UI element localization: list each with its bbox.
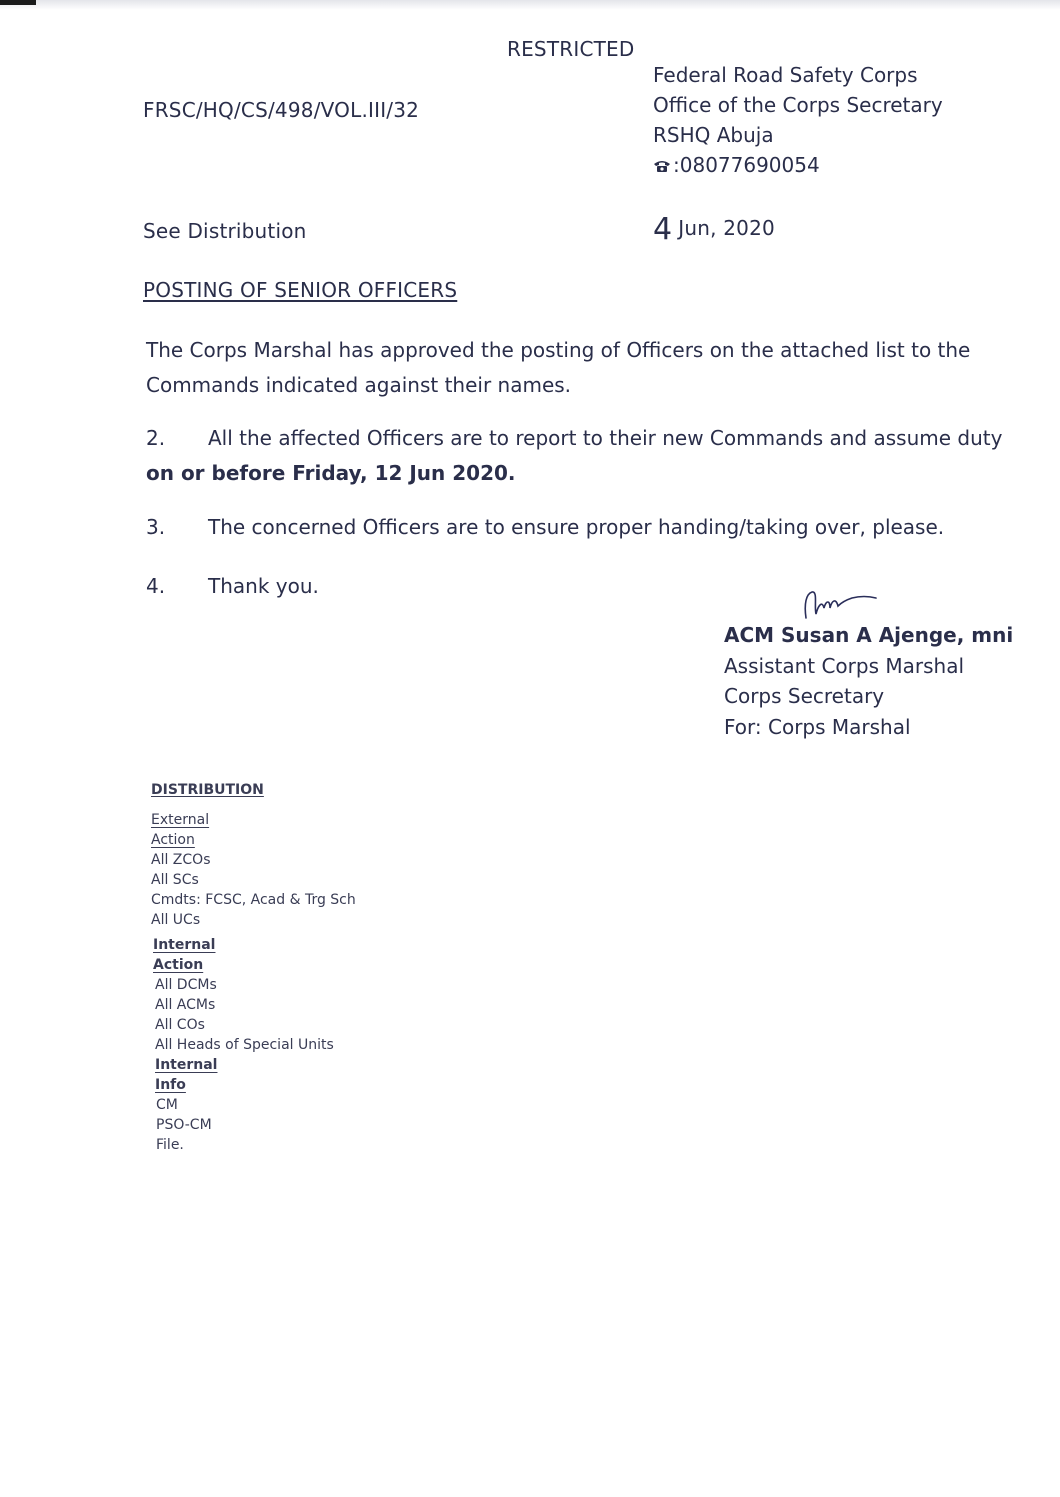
signature-block xyxy=(724,620,1013,742)
paragraph-2 xyxy=(146,421,1002,491)
internal-action-label: Action xyxy=(153,957,204,973)
paragraph-3 xyxy=(146,510,944,545)
info-label: Info xyxy=(155,1077,186,1093)
external-action-label: Action xyxy=(151,832,195,848)
internal-info-label: Internal xyxy=(155,1057,218,1073)
paragraph-1 xyxy=(146,333,970,403)
paragraph-4-text: Thank you. xyxy=(208,574,319,598)
internal-item: All COs xyxy=(155,1017,205,1033)
classification-label: RESTRICTED xyxy=(507,37,635,61)
letter-date xyxy=(653,208,775,247)
subject-heading: POSTING OF SENIOR OFFICERS xyxy=(143,278,458,302)
paragraph-1-line-2: Commands indicated against their names. xyxy=(146,373,572,397)
sender-address xyxy=(653,60,943,180)
paragraph-2-line-1: All the affected Officers are to report to their new Commands and assume duty xyxy=(208,426,1003,450)
internal-label: Internal xyxy=(153,937,216,953)
signatory-rank: Assistant Corps Marshal xyxy=(724,653,965,678)
address-phone xyxy=(653,150,943,180)
signatory-for: For: Corps Marshal xyxy=(724,714,911,739)
external-label: External xyxy=(151,812,210,828)
recipient-line: See Distribution xyxy=(143,219,307,243)
telephone-icon xyxy=(653,159,671,173)
internal-item: All Heads of Special Units xyxy=(155,1037,334,1053)
signatory-name: ACM Susan A Ajenge, mni xyxy=(724,623,1014,647)
date-day-handwritten: 4 xyxy=(653,212,673,247)
external-item: All UCs xyxy=(151,912,201,928)
phone-number: :08077690054 xyxy=(673,153,820,177)
internal-item: All DCMs xyxy=(155,977,217,993)
info-item: CM xyxy=(156,1097,178,1113)
external-item: All ZCOs xyxy=(151,852,211,868)
info-item: File. xyxy=(156,1137,184,1153)
paragraph-4-number: 4. xyxy=(146,574,166,598)
address-line-2: Office of the Corps Secretary xyxy=(653,93,943,117)
external-item: All SCs xyxy=(151,872,199,888)
paragraph-1-line-1: The Corps Marshal has approved the posting of Officers on the attached list to the xyxy=(146,338,971,362)
signatory-title: Corps Secretary xyxy=(724,684,885,708)
paragraph-2-line-2: on or before Friday, 12 Jun 2020. xyxy=(146,461,516,485)
paragraph-3-number: 3. xyxy=(146,515,166,539)
scan-edge xyxy=(0,0,1060,10)
address-line-3: RSHQ Abuja xyxy=(653,123,774,147)
paragraph-3-text: The concerned Officers are to ensure proper handing/taking over, please. xyxy=(208,515,945,539)
distribution-title: DISTRIBUTION xyxy=(151,782,264,798)
reference-number: FRSC/HQ/CS/498/VOL.III/32 xyxy=(143,98,420,122)
paragraph-2-number: 2. xyxy=(146,426,166,450)
distribution-list xyxy=(151,780,356,1155)
address-line-1: Federal Road Safety Corps xyxy=(653,63,918,87)
internal-item: All ACMs xyxy=(155,997,216,1013)
info-item: PSO-CM xyxy=(156,1117,212,1133)
paragraph-4 xyxy=(146,569,319,604)
scan-mark xyxy=(0,0,36,5)
external-item: Cmdts: FCSC, Acad & Trg Sch xyxy=(151,892,356,908)
date-month-year: Jun, 2020 xyxy=(678,216,775,240)
